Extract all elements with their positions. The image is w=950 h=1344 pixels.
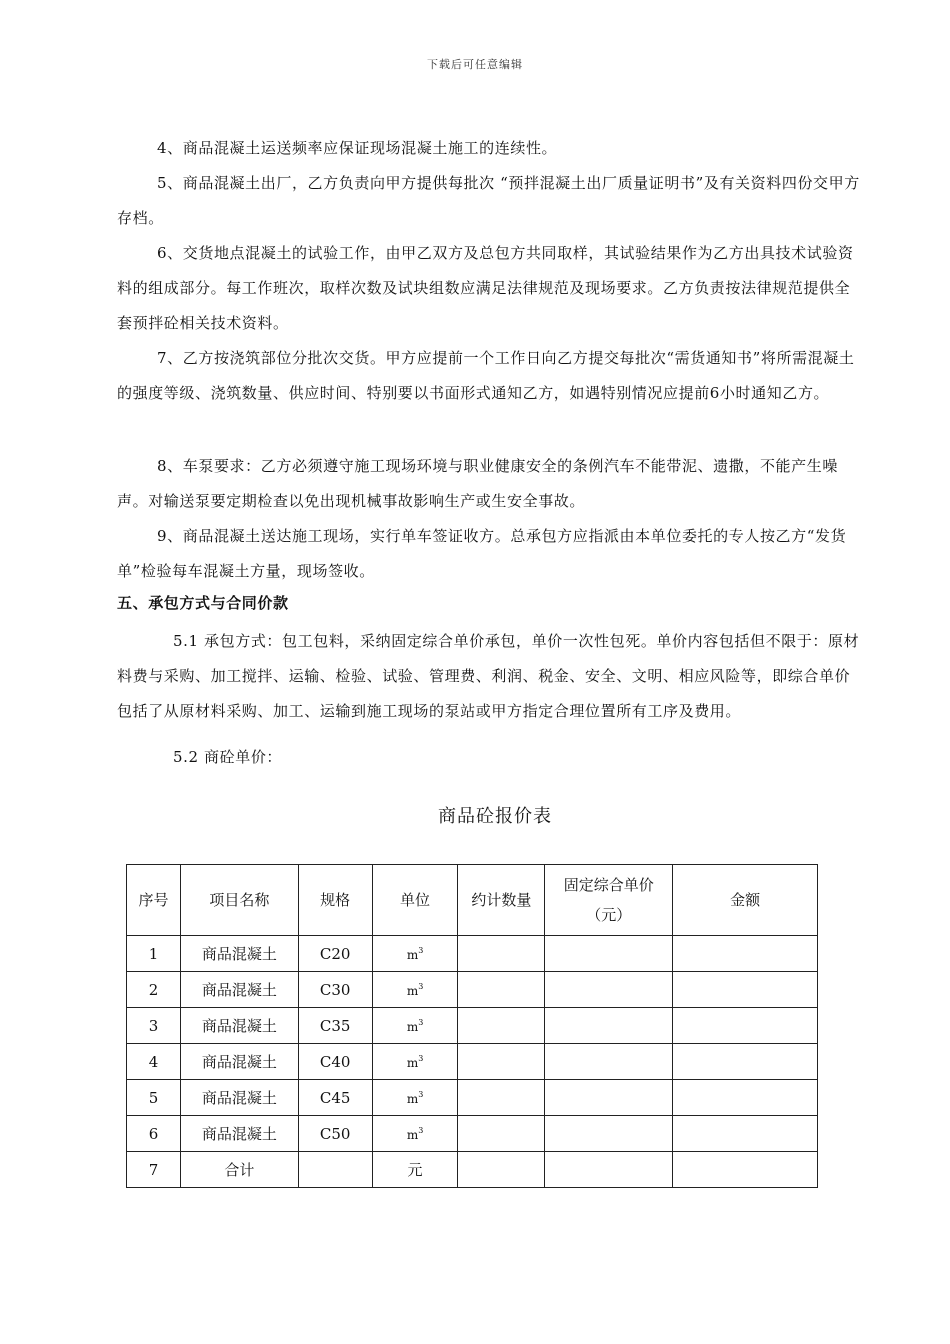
row-unit bbox=[372, 972, 458, 1008]
header-price bbox=[545, 865, 673, 936]
unit-base: m bbox=[406, 1127, 419, 1142]
price-table bbox=[126, 864, 818, 1188]
table-row bbox=[127, 1008, 818, 1044]
row-price bbox=[545, 1080, 673, 1116]
row-spec: C20 bbox=[298, 936, 372, 972]
total-price bbox=[545, 1152, 673, 1188]
unit-base: m bbox=[406, 1019, 419, 1034]
table-total-row bbox=[127, 1152, 818, 1188]
row-spec: C30 bbox=[298, 972, 372, 1008]
table-title: 商品砼报价表 bbox=[438, 806, 552, 827]
total-unit: 元 bbox=[372, 1152, 458, 1188]
section-heading: 五、承包方式与合同价款 bbox=[117, 594, 289, 612]
row-unit bbox=[372, 1080, 458, 1116]
total-amount bbox=[673, 1152, 818, 1188]
unit-exponent: 3 bbox=[418, 1053, 424, 1063]
row-no: 3 bbox=[127, 1008, 181, 1044]
row-unit bbox=[372, 1044, 458, 1080]
header-qty: 约计数量 bbox=[458, 865, 545, 936]
row-price bbox=[545, 936, 673, 972]
table-row bbox=[127, 1116, 818, 1152]
unit-exponent: 3 bbox=[418, 1017, 424, 1027]
row-name: 商品混凝土 bbox=[180, 1008, 298, 1044]
row-name: 商品混凝土 bbox=[180, 936, 298, 972]
table-row bbox=[127, 936, 818, 972]
row-no: 6 bbox=[127, 1116, 181, 1152]
paragraph-7: 7、乙方按浇筑部位分批次交货。甲方应提前一个工作日向乙方提交每批次“需货通知书”将所需混凝土的强度等级、浇筑数量、供应时间、特别要以书面形式通知乙方，如遇特别情况应提前6小时通知乙方。 bbox=[117, 349, 855, 402]
row-name: 商品混凝土 bbox=[180, 972, 298, 1008]
clause-5-2: 5.2 商砼单价： bbox=[173, 748, 283, 766]
row-amount bbox=[673, 936, 818, 972]
row-qty bbox=[458, 1080, 545, 1116]
row-name: 商品混凝土 bbox=[180, 1080, 298, 1116]
row-unit bbox=[372, 1116, 458, 1152]
row-qty bbox=[458, 936, 545, 972]
row-price bbox=[545, 1044, 673, 1080]
unit-exponent: 3 bbox=[418, 945, 424, 955]
row-no: 5 bbox=[127, 1080, 181, 1116]
row-unit bbox=[372, 1008, 458, 1044]
total-qty bbox=[458, 1152, 545, 1188]
total-label: 合计 bbox=[180, 1152, 298, 1188]
row-unit bbox=[372, 936, 458, 972]
table-row bbox=[127, 1080, 818, 1116]
paragraph-5: 5、商品混凝土出厂，乙方负责向甲方提供每批次 “预拌混凝土出厂质量证明书”及有关资料四份交甲方存档。 bbox=[117, 174, 860, 227]
paragraph-6: 6、交货地点混凝土的试验工作，由甲乙双方及总包方共同取样，其试验结果作为乙方出具技术试验资料的组成部分。每工作班次，取样次数及试块组数应满足法律规范及现场要求。乙方负责按法律规范提供全套预拌砼相关技术资料。 bbox=[117, 244, 854, 332]
table-row bbox=[127, 972, 818, 1008]
unit-exponent: 3 bbox=[418, 981, 424, 991]
row-name: 商品混凝土 bbox=[180, 1044, 298, 1080]
unit-base: m bbox=[406, 947, 419, 962]
row-qty bbox=[458, 1116, 545, 1152]
row-amount bbox=[673, 972, 818, 1008]
unit-base: m bbox=[406, 983, 419, 998]
row-spec: C50 bbox=[298, 1116, 372, 1152]
row-qty bbox=[458, 972, 545, 1008]
row-spec: C35 bbox=[298, 1008, 372, 1044]
header-name: 项目名称 bbox=[180, 865, 298, 936]
paragraph-9: 9、商品混凝土送达施工现场，实行单车签证收方。总承包方应指派由本单位委托的专人按乙方“发货单”检验每车混凝土方量，现场签收。 bbox=[117, 527, 847, 580]
row-price bbox=[545, 1008, 673, 1044]
header-price-line1: 固定综合单价 bbox=[563, 876, 654, 894]
paragraph-8: 8、车泵要求：乙方必须遵守施工现场环境与职业健康安全的条例汽车不能带泥、遗撒，不能产生噪声。对输送泵要定期检查以免出现机械事故影响生产或生安全事故。 bbox=[117, 457, 838, 510]
row-amount bbox=[673, 1116, 818, 1152]
total-spec bbox=[298, 1152, 372, 1188]
unit-exponent: 3 bbox=[418, 1125, 424, 1135]
row-no: 2 bbox=[127, 972, 181, 1008]
total-no: 7 bbox=[127, 1152, 181, 1188]
row-spec: C40 bbox=[298, 1044, 372, 1080]
unit-base: m bbox=[406, 1091, 419, 1106]
row-spec: C45 bbox=[298, 1080, 372, 1116]
header-spec: 规格 bbox=[298, 865, 372, 936]
page-header: 下载后可任意编辑 bbox=[427, 58, 523, 71]
row-qty bbox=[458, 1044, 545, 1080]
row-no: 1 bbox=[127, 936, 181, 972]
header-unit: 单位 bbox=[372, 865, 458, 936]
row-price bbox=[545, 1116, 673, 1152]
table-row bbox=[127, 1044, 818, 1080]
header-no: 序号 bbox=[127, 865, 181, 936]
row-price bbox=[545, 972, 673, 1008]
row-qty bbox=[458, 1008, 545, 1044]
table-header-row bbox=[127, 865, 818, 936]
row-amount bbox=[673, 1044, 818, 1080]
row-amount bbox=[673, 1008, 818, 1044]
header-amount: 金额 bbox=[673, 865, 818, 936]
unit-exponent: 3 bbox=[418, 1089, 424, 1099]
unit-base: m bbox=[406, 1055, 419, 1070]
row-no: 4 bbox=[127, 1044, 181, 1080]
row-amount bbox=[673, 1080, 818, 1116]
row-name: 商品混凝土 bbox=[180, 1116, 298, 1152]
clause-5-1: 5.1 承包方式：包工包料，采纳固定综合单价承包，单价一次性包死。单价内容包括但不限于：原材料费与采购、加工搅拌、运输、检验、试验、管理费、利润、税金、安全、文明、相应风险等，即综合单价包括了从原材料采购、加工、运输到施工现场的泵站或甲方指定合理位置所有工序及费用。 bbox=[117, 632, 860, 720]
paragraph-4: 4、商品混凝土运送频率应保证现场混凝土施工的连续性。 bbox=[157, 139, 558, 157]
header-price-line2: （元） bbox=[586, 906, 632, 924]
